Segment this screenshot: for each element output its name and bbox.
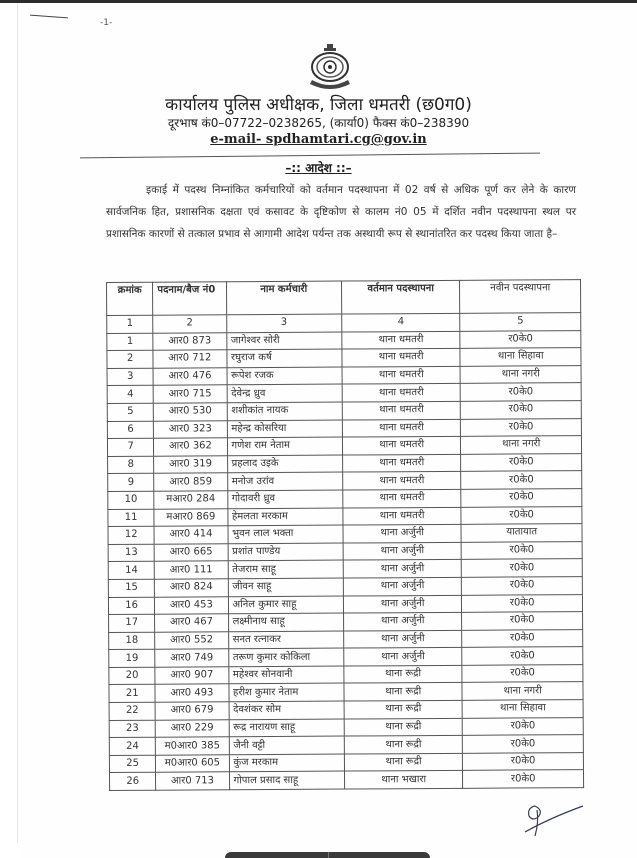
serial-cell: 20: [109, 667, 155, 685]
serial-cell: 19: [109, 649, 155, 667]
current-posting-cell: थाना अर्जुनी: [344, 648, 463, 666]
serial-cell: 11: [108, 509, 154, 527]
column-number: 2: [153, 315, 226, 333]
name-cell: रूपेश रजक: [227, 367, 343, 385]
badge-cell: आर0 229: [156, 719, 229, 737]
badge-cell: म0आर0 385: [156, 737, 229, 755]
badge-cell: आर0 453: [155, 596, 228, 614]
new-posting-cell: र0के0: [462, 577, 583, 595]
new-posting-cell: र0के0: [461, 453, 582, 471]
badge-cell: आर0 530: [154, 403, 227, 421]
office-title: कार्यालय पुलिस अधीक्षक, जिला धमतरी (छ0ग0): [165, 95, 472, 115]
name-cell: शशीकांत नायक: [227, 402, 343, 420]
current-posting-cell: थाना धमतरी: [342, 436, 461, 454]
badge-cell: मआर0 869: [154, 508, 227, 526]
badge-cell: आर0 679: [155, 702, 228, 720]
current-posting-cell: थाना अर्जुनी: [343, 524, 462, 542]
badge-cell: आर0 873: [153, 332, 226, 350]
new-posting-cell: र0के0: [463, 752, 584, 770]
transfer-table: [106, 279, 584, 791]
serial-cell: 3: [107, 368, 153, 386]
new-posting-cell: र0के0: [462, 664, 583, 682]
order-paragraph-text: इकाई में पदस्थ निम्नांकित कर्मचारियों को वर्तमान पदस्थापना में 02 वर्ष से अधिक पूर्ण कर लेने के कारण सार्वजनिक हित, प्रशासनिक दक्षता एवं कसावट के दृष्टिकोण से कालम नं0 05 में दर्शित नवीन पदस्थापना स्थल पर प्रशासनिक कारणों से तत्काल प्रभाव से आगामी आदेश पर्यन्त तक अस्थायी रूप से स्थानांतरित कर पदस्थ किया जाता है–: [106, 184, 576, 240]
new-posting-cell: थाना नगरी: [460, 365, 581, 383]
order-heading: –:: आदेश ::–: [285, 161, 352, 175]
badge-cell: आर0 476: [153, 368, 226, 386]
column-number: 4: [342, 313, 461, 331]
new-posting-cell: र0के0: [461, 418, 582, 436]
new-posting-cell: थाना नगरी: [462, 682, 583, 700]
badge-cell: आर0 715: [153, 385, 226, 403]
name-cell: जीवन साहू: [228, 578, 344, 596]
column-number: 1: [107, 315, 153, 333]
current-posting-cell: थाना अर्जुनी: [343, 595, 462, 613]
signature-mark: [505, 798, 585, 838]
name-cell: रघुराज कर्ष: [226, 349, 342, 367]
name-cell: कुंज मरकाम: [229, 754, 345, 772]
serial-cell: 9: [108, 474, 154, 492]
current-posting-cell: थाना अर्जुनी: [344, 630, 463, 648]
badge-cell: आर0 712: [153, 350, 226, 368]
name-cell: प्रहलाद उइके: [227, 455, 343, 473]
badge-cell: आर0 111: [155, 561, 228, 579]
column-number: 5: [460, 313, 581, 331]
current-posting-cell: थाना रूद्री: [344, 736, 463, 754]
new-posting-cell: र0के0: [462, 647, 583, 665]
new-posting-cell: यातायात: [461, 524, 582, 542]
current-posting-cell: थाना अर्जुनी: [343, 612, 462, 630]
serial-cell: 8: [108, 456, 154, 474]
current-posting-cell: थाना अर्जुनी: [343, 577, 462, 595]
serial-cell: 12: [108, 526, 154, 544]
current-posting-cell: थाना धमतरी: [343, 489, 462, 507]
name-cell: हेमलता मरकाम: [227, 508, 343, 526]
email-link[interactable]: e-mail- spdhamtari.cg@gov.in: [210, 132, 427, 147]
current-posting-cell: थाना रूद्री: [344, 665, 463, 683]
serial-cell: 13: [108, 544, 154, 562]
name-cell: तेजराम साहू: [228, 560, 344, 578]
contact-line: दूरभाष कं0–07722–0238265, (कार्या0) फैक्स कं0–238390: [167, 116, 470, 130]
current-posting-cell: थाना धमतरी: [342, 366, 461, 384]
badge-cell: आर0 323: [154, 420, 227, 438]
name-cell: देवशंकर सोम: [229, 701, 345, 719]
badge-cell: आर0 907: [155, 667, 228, 685]
serial-cell: 21: [109, 685, 155, 703]
name-cell: महेन्द्र कोसरिया: [227, 420, 343, 438]
name-cell: हरीश कुमार नेताम: [228, 684, 344, 702]
name-cell: गोदावरी ध्रुव: [227, 490, 343, 508]
new-posting-cell: र0के0: [461, 506, 582, 524]
serial-cell: 14: [108, 562, 154, 580]
column-number: 3: [226, 314, 342, 332]
serial-cell: 16: [108, 597, 154, 615]
police-emblem-icon: [307, 42, 353, 92]
current-posting-cell: थाना रूद्री: [344, 718, 463, 736]
serial-cell: 10: [108, 491, 154, 509]
name-cell: लक्ष्मीनाथ साहू: [228, 613, 344, 631]
serial-cell: 6: [107, 421, 153, 439]
new-posting-cell: र0के0: [461, 383, 582, 401]
header-new-posting: नवीन पदस्थापना: [460, 280, 581, 314]
bottom-toolbar-handle[interactable]: [225, 852, 430, 858]
header-serial: क्रमांक: [107, 282, 154, 315]
name-cell: सनत रत्नाकर: [228, 631, 344, 649]
new-posting-cell: थाना नगरी: [461, 436, 582, 454]
current-posting-cell: थाना धमतरी: [343, 472, 462, 490]
name-cell: अनिल कुमार साहू: [228, 596, 344, 614]
serial-cell: 2: [107, 350, 153, 368]
header-badge: पदनाम/बैज नं0: [153, 282, 226, 315]
current-posting-cell: थाना धमतरी: [343, 507, 462, 525]
badge-cell: आर0 552: [155, 631, 228, 649]
new-posting-cell: र0के0: [462, 594, 583, 612]
new-posting-cell: थाना सिहावा: [462, 700, 583, 718]
new-posting-cell: र0के0: [462, 629, 583, 647]
current-posting-cell: थाना धमतरी: [342, 349, 461, 367]
table-row: [109, 770, 583, 790]
new-posting-cell: र0के0: [460, 330, 581, 348]
header-current-posting: वर्तमान पदस्थापना: [341, 280, 460, 314]
badge-cell: आर0 467: [155, 614, 228, 632]
name-cell: मनोज उरांव: [227, 472, 343, 490]
current-posting-cell: थाना अर्जुनी: [343, 560, 462, 578]
name-cell: जैनी वट्टी: [229, 736, 345, 754]
badge-cell: मआर0 284: [154, 491, 227, 509]
name-cell: गोपाल प्रसाद साहू: [229, 771, 345, 789]
table-body: [107, 330, 584, 790]
new-posting-cell: र0के0: [463, 735, 584, 753]
table-header-row: [107, 280, 581, 316]
current-posting-cell: थाना धमतरी: [342, 331, 461, 349]
current-posting-cell: थाना अर्जुनी: [343, 542, 462, 560]
serial-cell: 7: [107, 438, 153, 456]
serial-cell: 15: [108, 579, 154, 597]
badge-cell: आर0 362: [154, 438, 227, 456]
name-cell: गणेश राम नेताम: [227, 437, 343, 455]
name-cell: देवेन्द्र ध्रुव: [227, 384, 343, 402]
current-posting-cell: थाना रूद्री: [344, 700, 463, 718]
new-posting-cell: र0के0: [462, 541, 583, 559]
new-posting-cell: र0के0: [461, 401, 582, 419]
new-posting-cell: थाना सिहावा: [460, 348, 581, 366]
serial-cell: 5: [107, 403, 153, 421]
new-posting-cell: र0के0: [463, 717, 584, 735]
header-name: नाम कर्मचारी: [226, 281, 342, 315]
name-cell: प्रशांत पाण्डेय: [228, 543, 344, 561]
badge-cell: आर0 859: [154, 473, 227, 491]
new-posting-cell: र0के0: [462, 612, 583, 630]
name-cell: जागेश्वर सोरी: [226, 332, 342, 350]
name-cell: भुवन लाल भक्ता: [228, 525, 344, 543]
serial-cell: 23: [109, 720, 155, 738]
badge-cell: आर0 713: [156, 772, 229, 790]
serial-cell: 26: [109, 773, 155, 791]
serial-cell: 4: [107, 386, 153, 404]
badge-cell: आर0 665: [154, 543, 227, 561]
badge-cell: आर0 749: [155, 649, 228, 667]
current-posting-cell: थाना धमतरी: [342, 384, 461, 402]
badge-cell: आर0 319: [154, 456, 227, 474]
current-posting-cell: थाना भखारा: [344, 771, 463, 789]
badge-cell: आर0 493: [155, 684, 228, 702]
name-cell: रूद्र नारायण साहू: [229, 719, 345, 737]
badge-cell: आर0 824: [155, 579, 228, 597]
serial-cell: 24: [109, 737, 155, 755]
current-posting-cell: थाना रूद्री: [344, 753, 463, 771]
serial-cell: 17: [109, 614, 155, 632]
page-number: -1-: [100, 18, 113, 28]
badge-cell: म0आर0 605: [156, 755, 229, 773]
serial-cell: 25: [109, 755, 155, 773]
serial-cell: 18: [109, 632, 155, 650]
order-paragraph: [106, 179, 576, 245]
current-posting-cell: थाना धमतरी: [342, 419, 461, 437]
current-posting-cell: थाना धमतरी: [342, 454, 461, 472]
serial-cell: 1: [107, 333, 153, 351]
badge-cell: आर0 414: [154, 526, 227, 544]
serial-cell: 22: [109, 702, 155, 720]
new-posting-cell: र0के0: [461, 471, 582, 489]
new-posting-cell: र0के0: [462, 559, 583, 577]
new-posting-cell: र0के0: [463, 770, 584, 788]
new-posting-cell: र0के0: [461, 489, 582, 507]
current-posting-cell: थाना धमतरी: [342, 401, 461, 419]
name-cell: महेश्वर सोनवानी: [228, 666, 344, 684]
name-cell: तरूण कुमार कोकिला: [228, 648, 344, 666]
current-posting-cell: थाना रूद्री: [344, 683, 463, 701]
